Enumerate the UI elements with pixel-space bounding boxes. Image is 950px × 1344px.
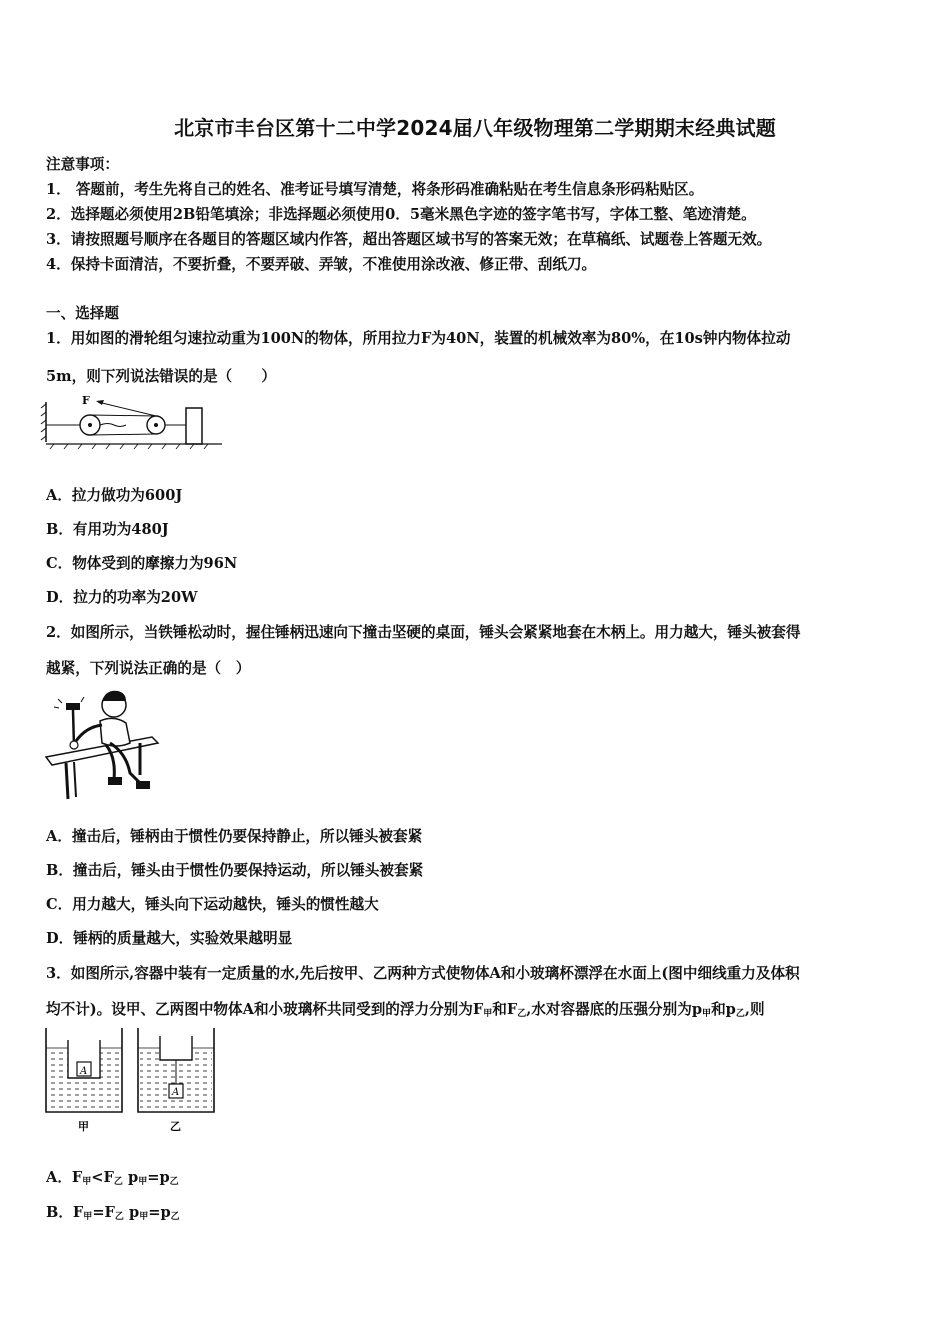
q2-option-b: B．撞击后，锤头由于惯性仍要保持运动，所以锤头被套紧 xyxy=(46,862,424,879)
q3-containers-figure xyxy=(42,1026,218,1136)
notice-item-4: 4．保持卡面清洁，不要折叠，不要弄破、弄皱，不准使用涂改液、修正带、刮纸刀。 xyxy=(46,256,597,273)
notice-item-3: 3．请按照题号顺序在各题目的答题区域内作答，超出答题区域书写的答案无效；在草稿纸、试题卷上答题无效。 xyxy=(46,231,772,248)
q1-stem-line1: 1．用如图的滑轮组匀速拉动重为100N的物体，所用拉力F为40N，装置的机械效率为80%，在10s钟内物体拉动 xyxy=(46,330,791,347)
q3-option-b: B．$F_甲=F_乙$ $p_甲=p_乙$ xyxy=(46,1204,180,1222)
q2-option-d: D．锤柄的质量越大，实验效果越明显 xyxy=(46,930,293,947)
svg-text:乙: 乙 xyxy=(170,1120,181,1133)
q2-hammer-figure xyxy=(44,685,160,803)
q1-option-c: C．物体受到的摩擦力为96N xyxy=(46,555,238,572)
q2-stem-line2: 越紧，下列说法正确的是（ ） xyxy=(46,660,251,677)
hammer-head xyxy=(66,703,80,710)
notice-item-1: 1． 答题前，考生先将自己的姓名、准考证号填写清楚，将条形码准确粘贴在考生信息条形码粘贴区。 xyxy=(46,181,704,198)
q1-pulley-figure xyxy=(40,392,230,452)
block xyxy=(186,408,202,444)
svg-text:甲: 甲 xyxy=(78,1120,89,1133)
q2-stem-line1: 2．如图所示，当铁锤松动时，握住锤柄迅速向下撞击坚硬的桌面，锤头会紧紧地套在木柄上。用力越大，锤头被套得 xyxy=(46,624,801,641)
q1-stem-line2: 5m，则下列说法错误的是（ ） xyxy=(46,368,276,385)
container-yi xyxy=(138,1028,214,1133)
page-title: 北京市丰台区第十二中学2024届八年级物理第二学期期末经典试题 xyxy=(174,116,776,140)
q2-option-c: C．用力越大，锤头向下运动越快，锤头的惯性越大 xyxy=(46,896,379,913)
force-label: F xyxy=(82,394,90,407)
section-heading: 一、选择题 xyxy=(46,305,119,322)
notice-heading: 注意事项： xyxy=(46,156,119,173)
q1-option-b: B．有用功为480J xyxy=(46,521,169,538)
q1-option-a: A．拉力做功为600J xyxy=(46,487,183,504)
svg-text:A: A xyxy=(80,1066,88,1077)
q2-option-a: A．撞击后，锤柄由于惯性仍要保持静止，所以锤头被套紧 xyxy=(46,828,423,845)
container-jia xyxy=(46,1028,122,1133)
svg-text:A: A xyxy=(172,1087,180,1098)
q3-option-a: A．$F_甲<F_乙$ $p_甲=p_乙$ xyxy=(46,1169,179,1187)
notice-item-2: 2．选择题必须使用2B铅笔填涂；非选择题必须使用0．5毫米黑色字迹的签字笔书写，字体工整、笔迹清楚。 xyxy=(46,206,756,223)
q3-stem-line1: 3．如图所示,容器中装有一定质量的水,先后按甲、乙两种方式使物体A和小玻璃杯漂浮在水面上(图中细线重力及体积 xyxy=(46,965,800,982)
q1-option-d: D．拉力的功率为20W xyxy=(46,589,198,606)
q3-stem-line2: 均不计)。设甲、乙两图中物体A和小玻璃杯共同受到的浮力分别为$F_甲$和$F_乙$,水对容器底的压强分别为$p_甲$和$p_乙$,则 xyxy=(46,1001,765,1019)
